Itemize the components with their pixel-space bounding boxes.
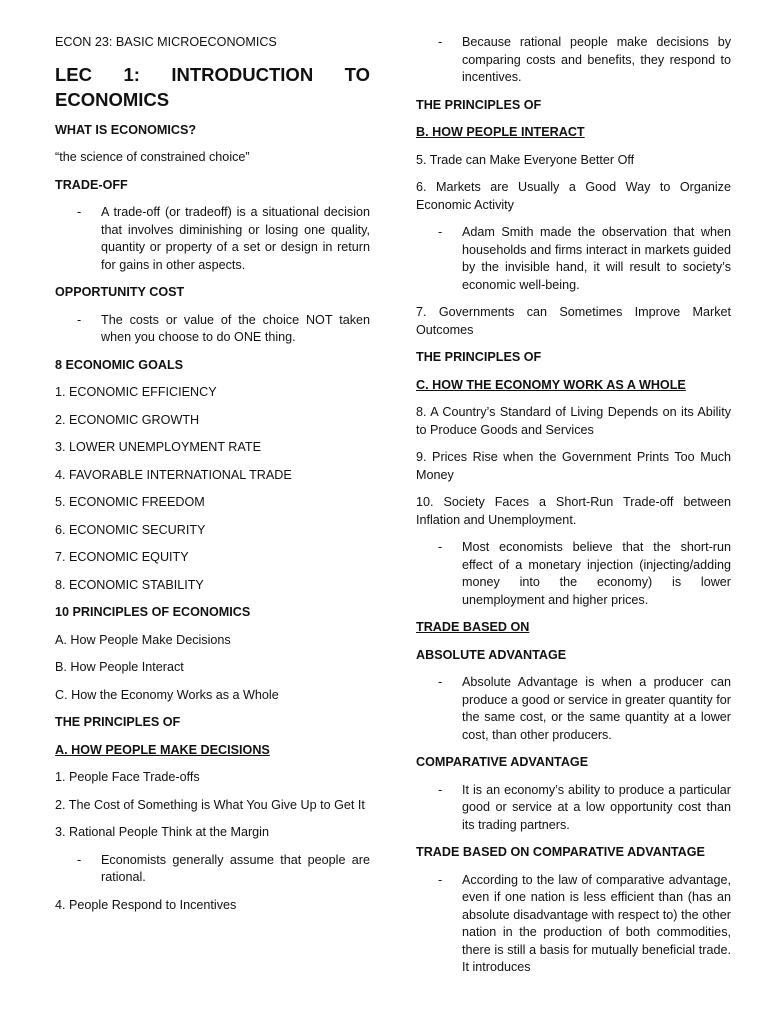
bullet-dash: - (438, 872, 443, 887)
principle-3-bullet (55, 852, 370, 887)
economics-definition: “the science of constrained choice” (55, 150, 250, 164)
goal-item: 2. ECONOMIC GROWTH (55, 412, 200, 427)
principle-10-bullet (416, 539, 731, 609)
goal-item: 7. ECONOMIC EQUITY (55, 550, 189, 564)
bullet-text: The costs or value of the choice NOT taken when you choose to do ONE thing. (101, 312, 370, 344)
trade-based-on-heading: TRADE BASED ON (416, 620, 530, 634)
section-c-heading: C. HOW THE ECONOMY WORK AS A WHOLE (416, 377, 686, 392)
lecture-title (55, 62, 370, 112)
goal-item: 4. FAVORABLE INTERNATIONAL TRADE (55, 467, 292, 482)
bullet-dash: - (77, 852, 82, 867)
principle-6-bullet (416, 224, 731, 294)
bullet-dash: - (438, 225, 443, 239)
bullet-text: It is an economy’s ability to produce a particular good or service at a low opportunity cost than its trading partners. (462, 782, 731, 832)
bullet-dash: - (438, 35, 443, 49)
principle-group: B. How People Interact (55, 660, 184, 674)
tradeoff-heading: TRADE-OFF (55, 177, 128, 192)
left-column (55, 34, 370, 924)
principle-item: 2. The Cost of Something is What You Give Up to Get It (55, 797, 365, 812)
lecture-title-line2: ECONOMICS (55, 88, 170, 110)
principle-item: 7. Governments can Sometimes Improve Market Outcomes (416, 305, 731, 337)
section-a-heading: A. HOW PEOPLE MAKE DECISIONS (55, 742, 270, 757)
principle-group: C. How the Economy Works as a Whole (55, 687, 279, 702)
principle-item: 6. Markets are Usually a Good Way to Organize Economic Activity (416, 180, 731, 212)
principles-heading: 10 PRINCIPLES OF ECONOMICS (55, 605, 251, 619)
bullet-text: Absolute Advantage is when a producer can produce a good or service in greater quantity for the same cost, or the same quantity at a lower cost, than other producers. (462, 675, 731, 742)
bullet-text: According to the law of comparative advantage, even if one nation is less efficient than (has an absolute disadvantage with respect to) the other nation in the production of both commodities, there is still a basis for mutually beneficial trade. It introduces (462, 872, 731, 974)
comparative-advantage-heading: COMPARATIVE ADVANTAGE (416, 755, 589, 769)
principle-item: 5. Trade can Make Everyone Better Off (416, 152, 635, 167)
goal-item: 6. ECONOMIC SECURITY (55, 522, 206, 537)
trade-comparative-heading: TRADE BASED ON COMPARATIVE ADVANTAGE (416, 845, 705, 859)
bullet-dash: - (438, 540, 443, 554)
goal-item: 1. ECONOMIC EFFICIENCY (55, 385, 217, 399)
principle-item: 4. People Respond to Incentives (55, 897, 237, 912)
bullet-dash: - (438, 782, 443, 797)
principle-item: 3. Rational People Think at the Margin (55, 825, 269, 839)
goal-item: 5. ECONOMIC FREEDOM (55, 495, 205, 509)
absolute-advantage-heading: ABSOLUTE ADVANTAGE (416, 647, 567, 662)
economic-goals-heading: 8 ECONOMIC GOALS (55, 357, 184, 372)
principle-item: 9. Prices Rise when the Government Prints Too Much Money (416, 450, 731, 482)
principle-group: A. How People Make Decisions (55, 632, 231, 647)
principle-item: 1. People Face Trade-offs (55, 770, 200, 784)
bullet-text: Economists generally assume that people are rational. (101, 852, 370, 884)
bullet-text: Because rational people make decisions by comparing costs and benefits, they respond to incentives. (462, 35, 731, 84)
bullet-text: A trade-off (or tradeoff) is a situational decision that involves diminishing or losing one quality, quantity or property of a set or design in return for gains in other aspects. (101, 205, 370, 272)
section-b-heading: B. HOW PEOPLE INTERACT (416, 125, 585, 139)
principle-item: 10. Society Faces a Short-Run Trade-off between Inflation and Unemployment. (416, 495, 731, 527)
bullet-dash: - (77, 312, 82, 327)
opportunity-cost-heading: OPPORTUNITY COST (55, 285, 185, 299)
opportunity-cost-bullet (55, 312, 370, 347)
trade-comparative-bullet (416, 872, 731, 977)
goal-item: 3. LOWER UNEMPLOYMENT RATE (55, 440, 261, 454)
bullet-text: Most economists believe that the short-run effect of a monetary injection (injecting/adding money into the economy) is lower unemployment and higher prices. (462, 540, 731, 607)
right-column (416, 34, 731, 987)
bullet-text: Adam Smith made the observation that when households and firms interact in markets guided by the invisible hand, it will result to society’s economic well-being. (462, 225, 731, 292)
tradeoff-bullet (55, 204, 370, 274)
absolute-advantage-bullet (416, 674, 731, 744)
lecture-title-line1: LEC 1: INTRODUCTION TO (55, 63, 370, 85)
comparative-advantage-bullet (416, 782, 731, 835)
bullet-dash: - (77, 205, 82, 219)
principles-of-label: THE PRINCIPLES OF (416, 350, 542, 364)
principles-of-label: THE PRINCIPLES OF (55, 715, 181, 729)
bullet-dash: - (438, 675, 443, 689)
principle-item: 8. A Country’s Standard of Living Depends on its Ability to Produce Goods and Services (416, 405, 731, 437)
principles-of-label: THE PRINCIPLES OF (416, 97, 542, 112)
goal-item: 8. ECONOMIC STABILITY (55, 577, 204, 592)
what-is-economics-heading: WHAT IS ECONOMICS? (55, 122, 197, 137)
course-code: ECON 23: BASIC MICROECONOMICS (55, 35, 277, 49)
principle-4-bullet (416, 34, 731, 87)
